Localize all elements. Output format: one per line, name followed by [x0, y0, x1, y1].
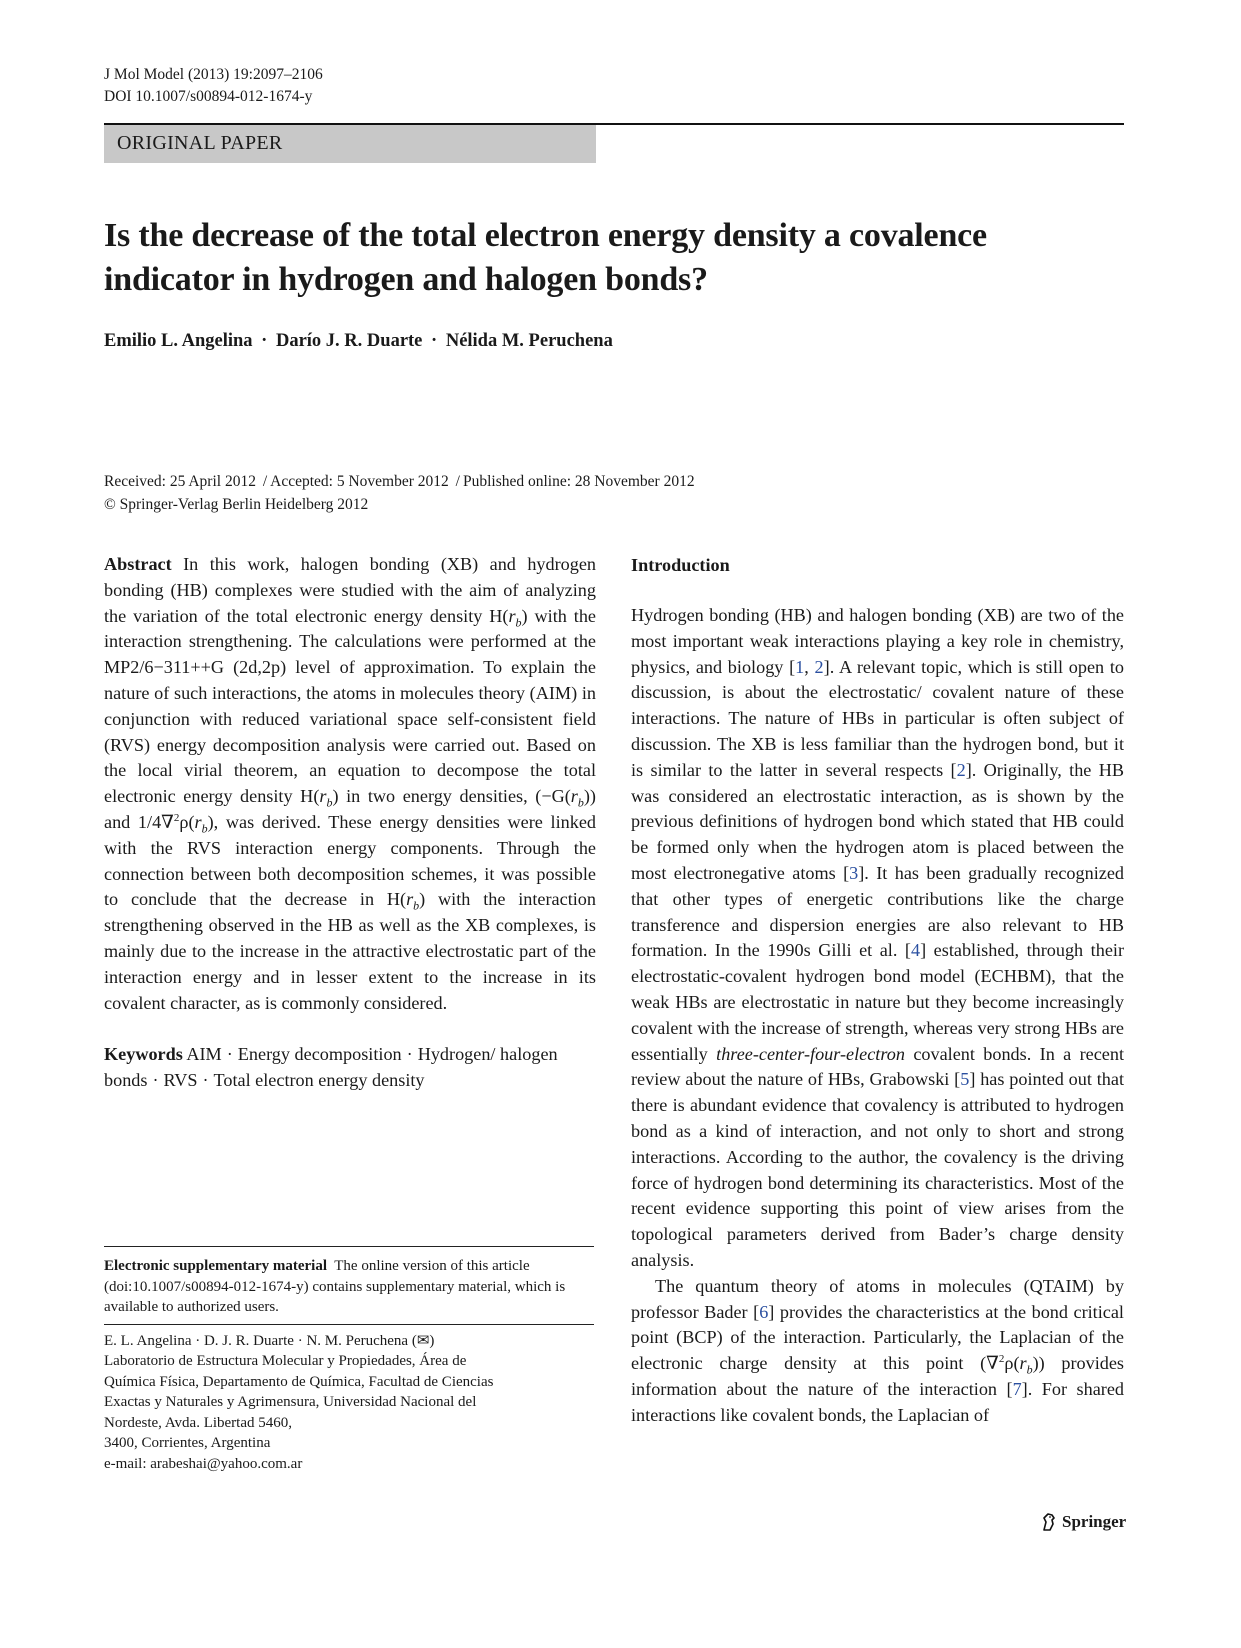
- date-separator: /: [262, 473, 268, 490]
- introduction-heading: Introduction: [631, 555, 730, 575]
- intro-paragraph-2: The quantum theory of atoms in molecules (QTAIM) by professor Bader [6] provides the characteristics at the bond critical point (BCP) of the interaction. Particularly, the Laplacian of the electronic charge density at this point $(\nabla^2\rho(r_b))$ provides information about the nature of the interaction [7]. For shared interactions like covalent bonds, the Laplacian of: [631, 1275, 1125, 1425]
- journal-line: J Mol Model (2013) 19:2097–2106: [104, 66, 323, 83]
- title-line-1: Is the decrease of the total electron energy density a covalence: [104, 217, 987, 254]
- email-link[interactable]: e-mail: arabeshai@yahoo.com.ar: [104, 1455, 303, 1472]
- keyword: Energy decomposition: [237, 1044, 402, 1065]
- esm-heading: Electronic supplementary material: [104, 1258, 328, 1274]
- author-name[interactable]: Emilio L. Angelina: [104, 331, 253, 351]
- author-name[interactable]: Nélida M. Peruchena: [445, 331, 613, 351]
- section-tag: [104, 125, 596, 163]
- paper-title: [104, 214, 1144, 302]
- doi-line: DOI 10.1007/s00894-012-1674-y: [104, 88, 313, 105]
- published-date: Published online: 28 November 2012: [462, 473, 695, 490]
- left-column: [104, 552, 597, 1472]
- publication-dates: [104, 470, 695, 516]
- received-date: Received: 25 April 2012: [104, 473, 256, 490]
- citation-link[interactable]: 5: [960, 1069, 970, 1090]
- keyword: Total electron energy density: [213, 1070, 425, 1091]
- section-tag-label: ORIGINAL PAPER: [117, 132, 283, 154]
- citation-link[interactable]: 6: [759, 1301, 769, 1322]
- author-separator: ·: [431, 331, 438, 351]
- keyword: RVS: [163, 1070, 198, 1091]
- author-list: [104, 331, 613, 352]
- citation-link[interactable]: 7: [1012, 1378, 1022, 1399]
- author-separator: ·: [261, 331, 268, 351]
- abstract: Abstract In this work, halogen bonding (XB) and hydrogen bonding (HB) complexes were studied with the aim of analyzing the variation of the total electronic energy density $H(r_b)$ with the interaction strengthening. The calculations were performed at the MP2/6−311++G (2d,2p) level of approximation. To explain the nature of such interactions, the atoms in molecules theory (AIM) in conjunction with reduced variational space self-consistent field (RVS) energy decomposition analysis were carried out. Based on the local virial theorem, an equation to decompose the total electronic energy density $H(r_b)$ in two energy densities, $(-G(r_b))$ and $1/4\nabla^2\rho(r_b)$, was derived. These energy densities were linked with the RVS interaction energy components. Through the connection between both decomposition schemes, it was possible to conclude that the decrease in $H(r_b)$ with the interaction strengthening observed in the HB as well as the XB complexes, is mainly due to the increase in the attractive electrostatic part of the interaction energy and in lesser extent to the increase in its covalent character, as is commonly considered.: [104, 554, 597, 1013]
- intro-paragraph-1: Hydrogen bonding (HB) and halogen bonding (XB) are two of the most important weak interactions playing a key role in chemistry, physics, and biology [1, 2]. A relevant topic, which is still open to discussion, is about the electrostatic/ covalent nature of these interactions. The nature of HBs in particular is often subject of discussion. The XB is less familiar than the hydrogen bond, but it is similar to the latter in several respects [2]. Originally, the HB was considered an electrostatic interaction, as is shown by the previous definitions of hydrogen bond which stated that HB could be formed only when the hydrogen atom is placed between the most electronegative atoms [3]. It has been gradually recognized that other types of energetic contributions like the charge transference and dispersion energies are also relevant to HB formation. In the 1990s Gilli et al. [4] established, through their electrostatic-covalent hydrogen bond model (ECHBM), that the weak HBs are electrostatic in nature but they become increasingly covalent with the increase of strength, whereas very strong HBs are essentially three-center-four-electron covalent bonds. In a recent review about the nature of HBs, Grabowski [5] has pointed out that there is abundant evidence that covalency is attributed to hydrogen bond as a kind of interaction, and not only to short and strong interactions. According to the author, the covalency is the driving force of hydrogen bond determining its characteristics. Most of the recent evidence supporting this point of view arises from the topological parameters derived from Bader’s charge density analysis.: [631, 605, 1125, 1270]
- copyright-line: © Springer-Verlag Berlin Heidelberg 2012: [104, 496, 369, 513]
- citation-link[interactable]: 1: [795, 656, 805, 677]
- citation-link[interactable]: 2: [956, 759, 966, 780]
- footnote-rule: [104, 1246, 594, 1247]
- affiliation: E. L. Angelina · D. J. R. Duarte · N. M. Peruchena (✉) Laboratorio de Estructura Molecular y Propiedades, Área de Química Física, Departamento de Química, Facultad de Ciencias Exactas y Naturales y Agrimensura, Universidad Nacional del Nordeste, Avda. Libertad 5460, 3400, Corrientes, Argentina e-mail: arabeshai@yahoo.com.ar: [104, 1331, 596, 1475]
- publisher-logo: [1040, 1512, 1126, 1532]
- footnotes: [104, 1246, 596, 1474]
- accepted-date: Accepted: 5 November 2012: [270, 473, 449, 490]
- abstract-heading: Abstract: [104, 554, 172, 574]
- keywords-heading: Keywords: [104, 1044, 183, 1065]
- keyword: AIM: [186, 1044, 222, 1065]
- springer-horse-icon: [1040, 1512, 1058, 1532]
- footnote-rule: [104, 1324, 594, 1325]
- citation-link[interactable]: 2: [814, 656, 824, 677]
- affiliation-authors: E. L. Angelina · D. J. R. Duarte · N. M. Peruchena (✉): [104, 1332, 435, 1349]
- title-line-2: indicator in hydrogen and halogen bonds?: [104, 261, 708, 298]
- journal-citation: [104, 64, 323, 108]
- right-column: [631, 552, 1124, 1429]
- esm-note: Electronic supplementary material The online version of this article (doi:10.1007/s00894-012-1674-y) contains supplementary material, which is available to authorized users.: [104, 1258, 566, 1315]
- keyword: Hydrogen/ halogen bonds: [104, 1044, 558, 1091]
- citation-link[interactable]: 3: [849, 862, 859, 883]
- keywords: Keywords AIM · Energy decomposition · Hydrogen/ halogen bonds · RVS · Total electron energy density: [104, 1044, 558, 1091]
- author-name[interactable]: Darío J. R. Duarte: [275, 331, 423, 351]
- publisher-name: Springer: [1062, 1512, 1127, 1531]
- date-separator: /: [455, 473, 460, 490]
- citation-link[interactable]: 4: [911, 940, 921, 961]
